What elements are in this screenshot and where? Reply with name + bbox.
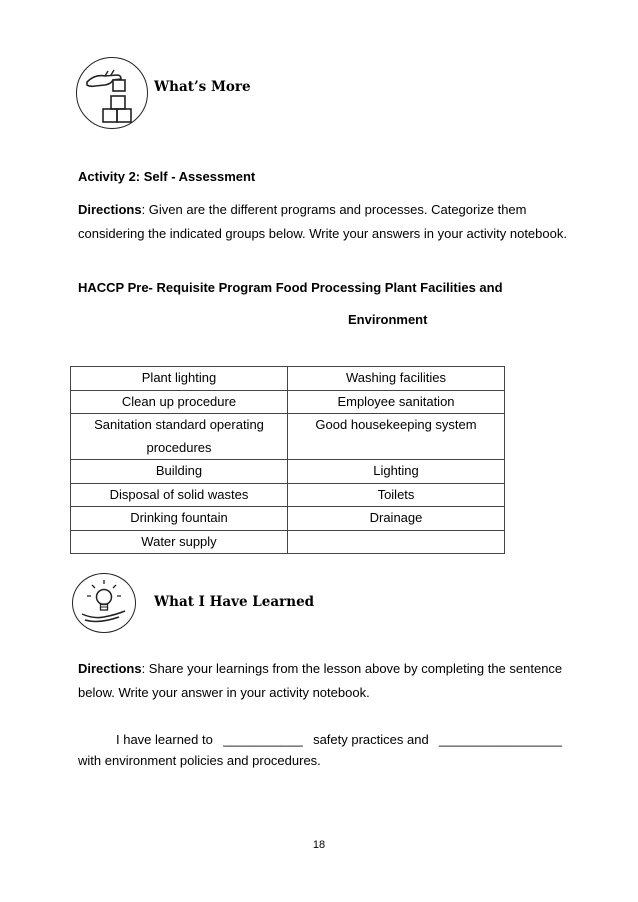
directions-label: Directions <box>78 202 142 217</box>
sentence-completion-line1 <box>116 732 562 747</box>
haccp-heading-line2: Environment <box>348 312 428 327</box>
table-cell-left: Disposal of solid wastes <box>71 483 288 507</box>
section-title-whats-more: What’s More <box>154 79 251 95</box>
page-number: 18 <box>312 839 326 851</box>
lightbulb-in-hand-icon <box>72 573 136 633</box>
table-cell-right: Employee sanitation <box>288 390 505 414</box>
directions-text: : Share your learnings from the lesson above by completing the sentence below. Write your answer in your activity notebook. <box>78 661 563 700</box>
table-row <box>71 530 505 554</box>
table-cell-right: Drainage <box>288 507 505 531</box>
sentence-completion-line2: with environment policies and procedures. <box>78 753 321 768</box>
table-cell-left: Drinking fountain <box>71 507 288 531</box>
table-cell-right: Good housekeeping system <box>288 414 505 460</box>
table-row <box>71 414 505 460</box>
learned-directions <box>78 657 568 705</box>
activity-directions <box>78 198 568 246</box>
table-cell-left: Water supply <box>71 530 288 554</box>
hand-placing-blocks-icon <box>76 57 148 129</box>
categorization-table <box>70 366 505 554</box>
table-row <box>71 390 505 414</box>
table-cell-left: Sanitation standard operating procedures <box>71 414 288 460</box>
table-row <box>71 483 505 507</box>
table-cell-left: Building <box>71 460 288 484</box>
answer-blank-1: ___________ <box>223 732 303 747</box>
table-cell-left: Plant lighting <box>71 367 288 391</box>
table-row <box>71 460 505 484</box>
section-title-what-i-have-learned: What I Have Learned <box>154 594 315 610</box>
table-cell-right: Washing facilities <box>288 367 505 391</box>
directions-label: Directions <box>78 661 142 676</box>
table-row <box>71 507 505 531</box>
activity-title: Activity 2: Self - Assessment <box>78 169 256 184</box>
table-row <box>71 367 505 391</box>
sentence-part1: I have learned to <box>116 732 213 747</box>
table-cell-left: Clean up procedure <box>71 390 288 414</box>
haccp-heading-line1: HACCP Pre- Requisite Program Food Processing Plant Facilities and <box>78 280 503 295</box>
table-cell-right: Toilets <box>288 483 505 507</box>
answer-blank-2: _________________ <box>439 732 562 747</box>
table-cell-right: Lighting <box>288 460 505 484</box>
sentence-part2: safety practices and <box>313 732 429 747</box>
table-cell-right <box>288 530 505 554</box>
directions-text: : Given are the different programs and processes. Categorize them considering the indicated groups below. Write your answers in your activity notebook. <box>78 202 567 241</box>
